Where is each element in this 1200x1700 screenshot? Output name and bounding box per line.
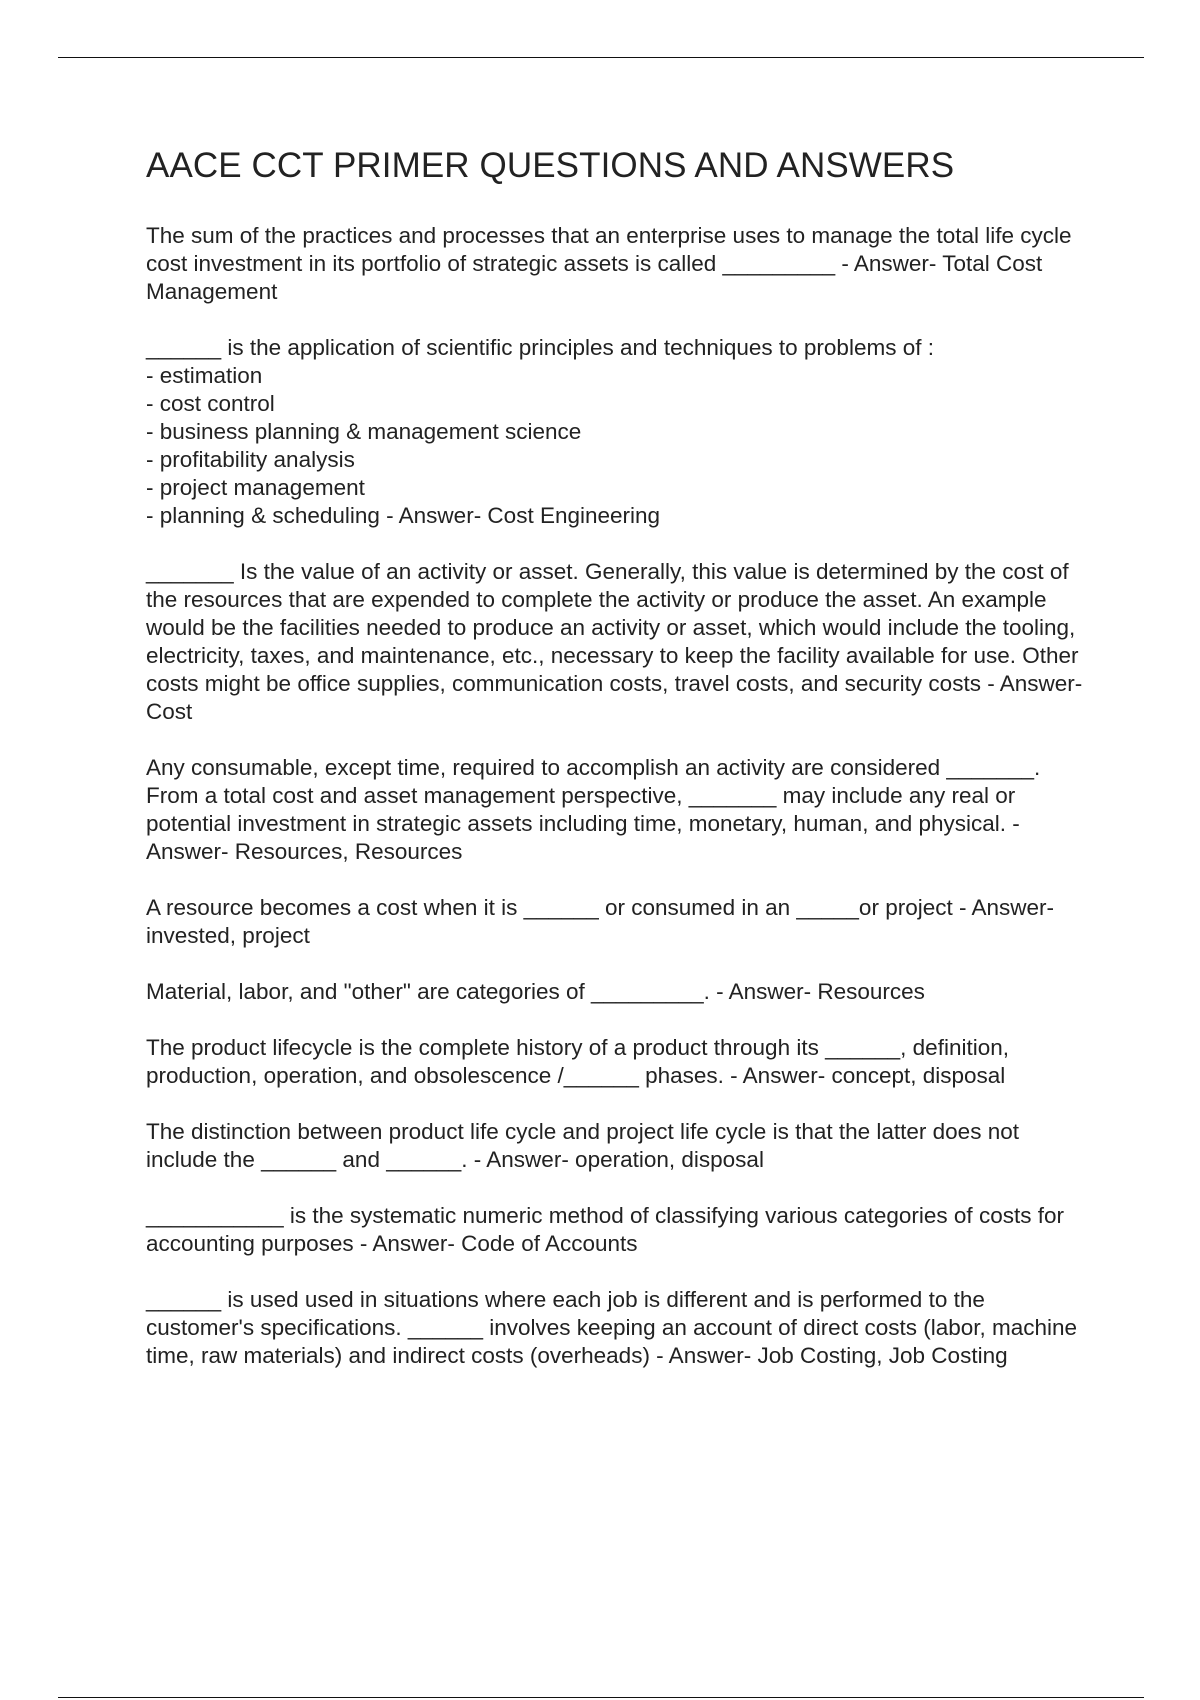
bottom-rule [58,1697,1144,1698]
qa-item: A resource becomes a cost when it is ______ or consumed in an _____or project - Answer- invested, project [146,895,1061,948]
qa-item: _______ Is the value of an activity or asset. Generally, this value is determined by the cost of the resources that are expended to complete the activity or produce the asset. An example would be the facilities needed to produce an activity or asset, which would include the tooling, electricity, taxes, and maintenance, etc., necessary to keep the facility available for use. Other costs might be office supplies, communication costs, travel costs, and security costs - Answer- Cost [146,559,1089,724]
qa-item: ___________ is the systematic numeric method of classifying various categories of costs for accounting purposes - Answer- Code of Accounts [146,1203,1071,1256]
qa-item: ______ is the application of scientific principles and techniques to problems of : - estimation - cost control - business planning & management science - profitability analysis - project management - planning & scheduling - Answer- Cost Engineering [146,335,934,528]
qa-item: The sum of the practices and processes that an enterprise uses to manage the total life cycle cost investment in its portfolio of strategic assets is called _________ - Answer- Total Cost Management [146,223,1078,304]
qa-item: Material, labor, and "other" are categories of _________. - Answer- Resources [146,979,925,1004]
qa-item: ______ is used used in situations where each job is different and is performed to the customer's specifications. ______ involves keeping an account of direct costs (labor, machine time, raw materials) and indirect costs (overheads) - Answer- Job Costing, Job Costing [146,1287,1084,1368]
qa-item: The distinction between product life cycle and project life cycle is that the latter does not include the ______ and ______. - Answer- operation, disposal [146,1119,1026,1172]
document-body [146,142,1096,1398]
top-rule [58,57,1144,58]
qa-item: Any consumable, except time, required to accomplish an activity are considered _______. From a total cost and asset management perspective, _______ may include any real or potential investment in strategic assets including time, monetary, human, and physical. - Answer- Resources, Resources [146,755,1047,864]
qa-list [146,222,1096,1370]
document-title: AACE CCT PRIMER QUESTIONS AND ANSWERS [146,146,955,185]
qa-item: The product lifecycle is the complete history of a product through its ______, definition, production, operation, and obsolescence /______ phases. - Answer- concept, disposal [146,1035,1016,1088]
